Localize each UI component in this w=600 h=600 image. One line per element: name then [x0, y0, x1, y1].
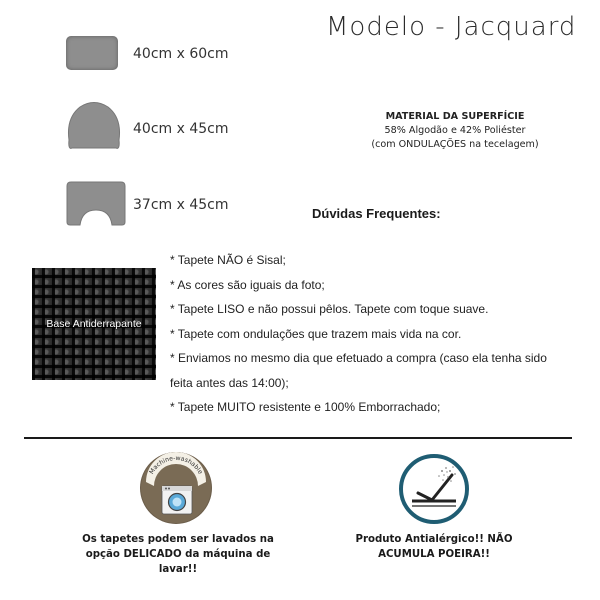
faq-item: * Enviamos no mesmo dia que efetuado a compra (caso ela tenha sido: [170, 351, 547, 365]
material-title: MATERIAL DA SUPERFÍCIE: [385, 111, 525, 122]
material-note: (com ONDULAÇÕES na tecelagem): [371, 139, 539, 150]
rectangle-mat-shape: [66, 36, 118, 70]
washing-machine-icon: [140, 452, 212, 524]
oval-mat-shape: [66, 100, 122, 154]
faq-item: * Tapete NÃO é Sisal;: [170, 253, 286, 267]
antiallergic-icon: [398, 453, 470, 525]
faq-item: * As cores são iguais da foto;: [170, 277, 325, 292]
size-label-contour: 37cm x 45cm: [133, 197, 229, 213]
antiallergic-caption: [334, 532, 534, 562]
page-title: Modelo - Jacquard: [326, 12, 577, 42]
faq-item: feita antes das 14:00);: [170, 375, 289, 390]
wash-caption-line: opção DELICADO da máquina de: [85, 549, 271, 560]
wash-badge-text: Machine-washable: [148, 454, 204, 476]
size-label-rectangle: 40cm x 60cm: [133, 46, 229, 62]
faq-title: Dúvidas Frequentes:: [312, 206, 441, 221]
material-composition: 58% Algodão e 42% Poliéster: [384, 125, 526, 136]
section-divider: [24, 437, 572, 439]
contour-mat-shape: [66, 180, 126, 226]
wash-caption-line: Os tapetes podem ser lavados na: [82, 534, 274, 545]
faq-list: [170, 248, 580, 420]
faq-item: * Tapete MUITO resistente e 100% Emborrachado;: [170, 400, 441, 414]
wash-caption-line: lavar!!: [158, 564, 198, 575]
faq-item: * Tapete LISO e não possui pêlos. Tapete com toque suave.: [170, 302, 489, 316]
material-info: [330, 110, 580, 152]
wash-caption: [62, 532, 294, 577]
size-label-oval: 40cm x 45cm: [133, 121, 229, 137]
base-label: Base Antiderrapante: [46, 318, 142, 330]
antiallergic-caption-line: Produto Antialérgico!! NÃO: [355, 534, 513, 545]
antiallergic-caption-line: ACUMULA POEIRA!!: [378, 549, 490, 560]
faq-item: * Tapete com ondulações que trazem mais vida na cor.: [170, 326, 462, 341]
